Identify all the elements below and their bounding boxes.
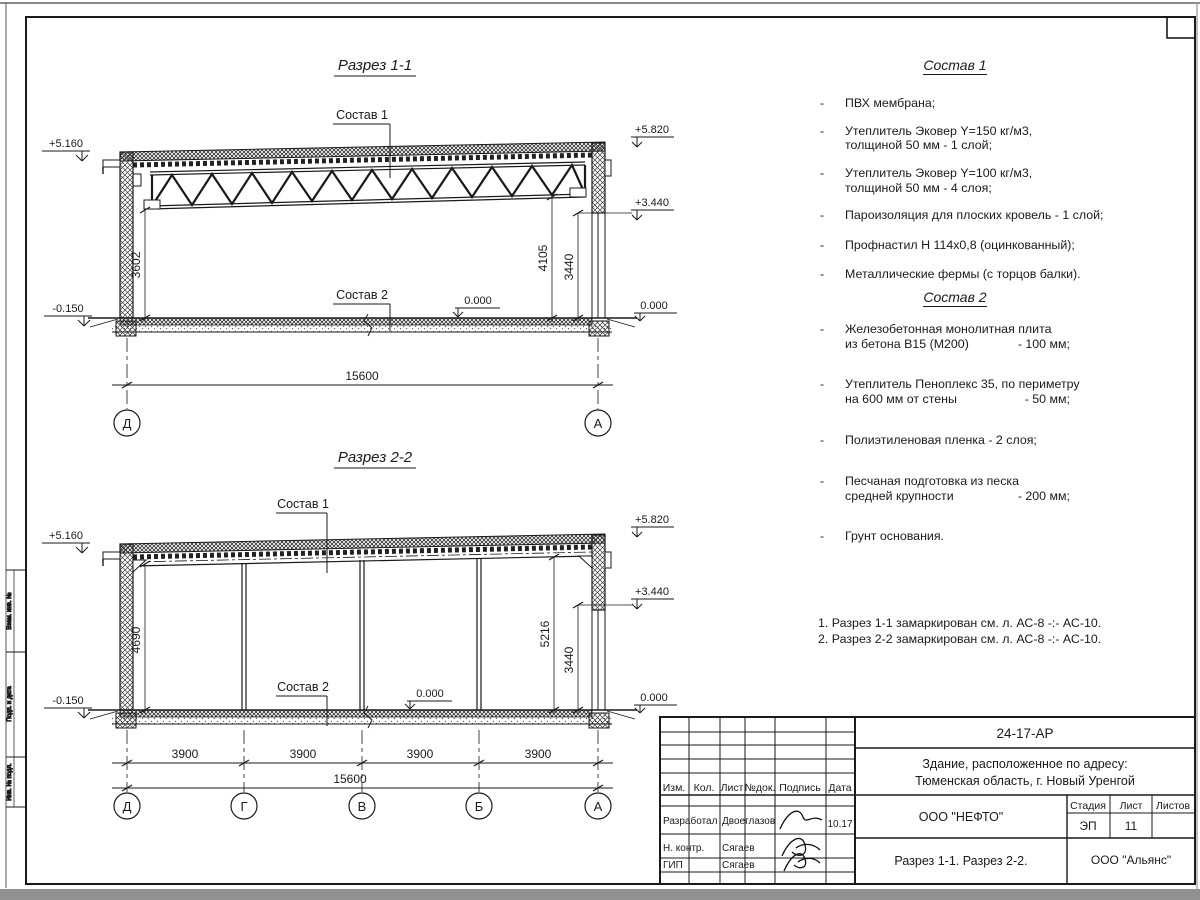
dash-bullet: - [820,96,825,110]
sostav2-heading: Состав 2 [923,289,987,305]
elev-right-mid: +3.440 [635,197,669,209]
dash-bullet: - [820,322,825,336]
svg-text:В: В [357,799,367,814]
dash-bullet: - [820,474,825,489]
dim-total-s2: 15600 [333,772,367,786]
dim-5216: 5216 [538,620,552,648]
dash-bullet: - [820,165,825,180]
row1-name: Двоеглазов [722,816,776,827]
vertical-dims-s1 [129,194,583,322]
sheets-label: Листов [1155,800,1191,812]
scan-edge [0,889,1200,900]
section-2-2 [42,449,677,819]
list-item: - Песчаная подготовка из песка средней крупности - 200 мм; [820,474,1070,503]
dim-4690: 4690 [129,626,143,654]
hdr-izm: Изм. [662,782,686,794]
list-item: - ПВХ мембрана; [820,96,936,110]
dim-span-4: 3900 [524,747,552,761]
elev-left-top: +5.160 [49,138,83,150]
company: ООО "НЕФТО" [918,810,1004,824]
elev-floor-2: 0.000 [416,688,444,700]
row2-role: Н. контр. [663,843,705,854]
elev-right-bot-2: 0.000 [640,692,668,704]
dim-3602: 3602 [129,251,143,279]
sheet-value: 11 [1124,819,1138,833]
object-line2: Тюменская область, г. Новый Уренгой [915,774,1135,788]
row2-name: Сягаев [722,843,755,854]
dim-span-3: 3900 [406,747,434,761]
elev-right-mid-2: +3.440 [635,586,669,598]
dim-3440-s1: 3440 [562,253,576,281]
list-item: - Утеплитель Эковер Y=150 кг/м3, толщиной 50 мм - 1 слой; [820,123,1033,153]
sheet-title: Разрез 1-1. Разрез 2-2. [894,854,1028,868]
svg-text:Состав 1: Состав 1 [336,108,388,122]
notes [818,615,1148,648]
sostav1-list [820,96,1110,295]
corner-stamp-box [1167,17,1195,38]
dash-bullet: - [820,377,825,392]
axis-letter-a: А [593,416,603,431]
dim-span-1: 3900 [171,747,199,761]
frame-side-strip [6,570,26,807]
note-line-1: 1. Разрез 1-1 замаркирован см. л. АС-8 -:- АС-10. [818,616,1102,630]
dim-3440-s2: 3440 [562,646,576,674]
side-label-vzam: Взам. инв. № [7,592,13,630]
signature-3 [784,854,820,871]
side-label-inv: Инв. № подл. [7,763,13,801]
dim-span-2: 3900 [289,747,317,761]
section1-title: Разрез 1-1 [337,57,413,74]
row3-name: Сягаев [722,860,755,871]
row1-date: 10.17 [827,819,853,830]
hdr-list: Лист [720,782,744,794]
dash-bullet: - [820,208,825,223]
dash-bullet: - [820,267,825,282]
axis-bubbles-s2 [114,793,611,819]
signature-1 [780,811,822,829]
left-gutter-2 [103,552,120,566]
hdr-data: Дата [828,782,852,794]
svg-text:Состав 2: Состав 2 [277,680,329,694]
axis-letter-d: Д [122,416,132,431]
list-item: - Пароизоляция для плоских кровель - 1 слой; [820,208,1104,223]
dash-bullet: - [820,432,825,447]
elev-left-top-2: +5.160 [49,530,83,542]
elev-right-top-2: +5.820 [635,514,669,526]
roof-drip-edge [605,160,611,176]
sheet-label: Лист [1119,800,1143,812]
right-wall [592,143,611,318]
row3-role: ГИП [663,860,683,871]
floor-slab [88,314,637,336]
bottom-dims-s2 [112,730,613,792]
list-item: - Железобетонная монолитная плита из бетона В15 (М200) - 100 мм; [820,322,1070,351]
svg-text:Б: Б [474,799,484,814]
signatures [780,811,822,871]
dash-bullet: - [820,237,825,252]
svg-text:Состав 2: Состав 2 [336,288,388,302]
list-item: - Полиэтиленовая пленка - 2 слоя; [820,432,1037,447]
list-item: - Утеплитель Пеноплекс 35, по периметру на 600 мм от стены - 50 мм; [820,377,1080,406]
steel-truss [133,162,586,209]
svg-text:Д: Д [122,799,132,814]
corner-haunch-right [579,556,592,568]
dash-bullet: - [820,123,825,138]
stage-value: ЭП [1079,819,1097,833]
section2-title: Разрез 2-2 [337,449,413,466]
interior-columns [133,556,592,710]
svg-text:А: А [593,799,603,814]
hdr-podpis: Подпись [779,782,821,794]
title-block [660,717,1195,884]
list-item: - Металлические фермы (с торцов балки). [820,267,1081,282]
vertical-dims-s2 [129,554,583,714]
note-line-2: 2. Разрез 2-2 замаркирован см. л. АС-8 -:- АС-10. [818,632,1102,647]
dim-total-s1: 15600 [345,369,379,383]
row1-role: Разработал [663,816,718,827]
hdr-ndok: №док. [744,782,776,794]
dim-4105: 4105 [536,244,550,272]
right-wall-2 [592,535,611,710]
elev-right-bot: 0.000 [640,300,668,312]
sostav1-heading: Состав 1 [923,57,987,73]
svg-text:Г: Г [240,799,248,814]
left-wall [120,152,133,318]
section-1-1 [42,57,677,436]
elev-right-top: +5.820 [635,124,669,136]
list-item: - Утеплитель Эковер Y=100 кг/м3, толщиной 50 мм - 4 слоя; [820,165,1033,195]
dash-bullet: - [820,529,825,544]
sostav2-list [820,322,1110,557]
list-item: - Профнастил Н 114х0,8 (оцинкованный); [820,237,1075,252]
doc-number: 24-17-АР [996,726,1054,741]
elev-floor: 0.000 [464,295,492,307]
svg-text:Состав 1: Состав 1 [277,497,329,511]
hdr-kol: Кол. [693,782,715,794]
left-gutter [103,160,120,174]
object-line1: Здание, расположенное по адресу: [922,757,1128,771]
roof-drip-edge-2 [605,552,611,568]
stage-label: Стадия [1070,800,1106,812]
elev-left-bot-2: -0.150 [52,695,84,707]
side-label-podp: Подп. и дата [7,686,13,722]
bottom-dims-s1 [112,338,613,409]
org-name: ООО "Альянс" [1090,853,1172,867]
axis-bubbles-s1 [114,410,611,436]
elev-left-bot: -0.150 [52,303,84,315]
list-item: - Грунт основания. [820,529,944,544]
